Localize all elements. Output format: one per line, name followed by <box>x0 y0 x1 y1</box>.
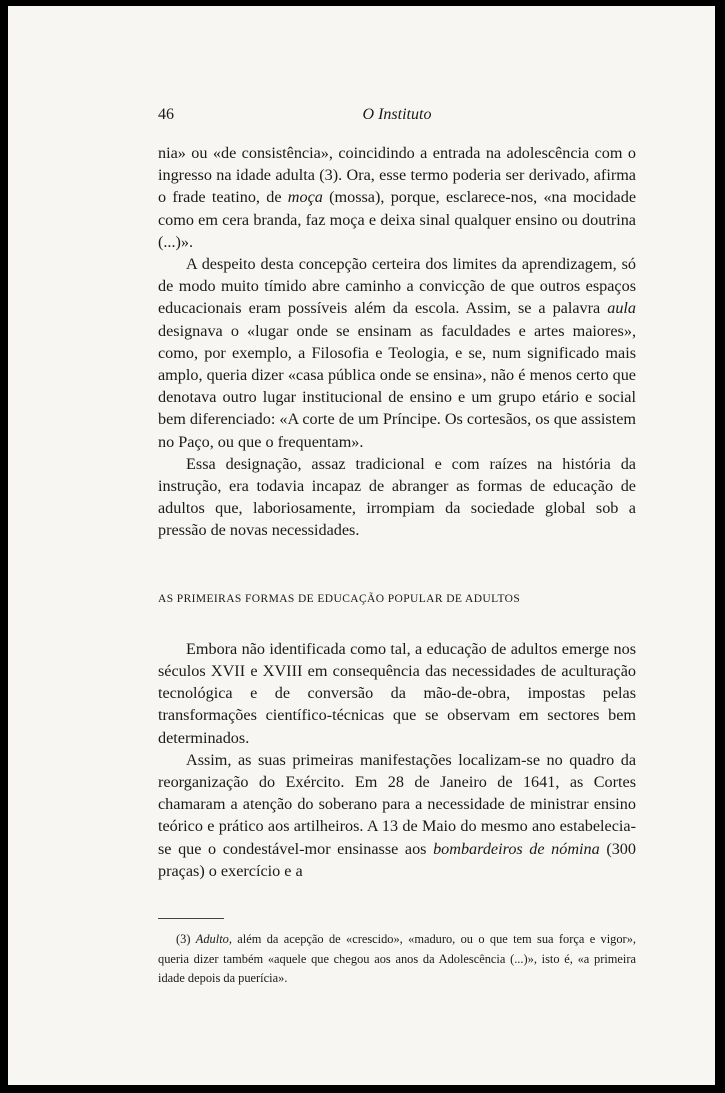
running-title: O Instituto <box>362 106 432 123</box>
footnote-term: Adulto, <box>195 932 232 946</box>
footnote-marker: (3) <box>176 932 191 946</box>
page-number: 46 <box>158 106 174 123</box>
paragraph: Assim, as suas primeiras manifestações localizam-se no quadro da reorganização do Exército. Em 28 de Janeiro de 1641, as Cortes chamaram a atenção do soberano para a necessidade de ministrar ensino teórico e prático aos artilheiros. A 13 de Maio do mesmo ano estabelecia-se que o condestável-mor ensinasse aos bombardeiros de nómina (300 praças) o exercício e a <box>158 750 636 880</box>
footnote <box>158 930 636 989</box>
paragraph: Embora não identificada como tal, a educação de adultos emerge nos séculos XVII e XVIII em consequência das necessidades de aculturação tecnológica e de conversão da mão-de-obra, impostas pelas transformações científico-técnicas que se observam em sectores bem determinados. <box>158 639 636 747</box>
paragraph: Essa designação, assaz tradicional e com raízes na história da instrução, era todavia incapaz de abranger as formas de educação de adultos que, laboriosamente, irrompiam da sociedade global sob a pressão de novas necessidades. <box>158 454 636 540</box>
book-page <box>8 6 715 1085</box>
body-text <box>158 142 636 882</box>
paragraph: A despeito desta concepção certeira dos limites da aprendizagem, só de modo muito tímido abre caminho a convicção de que outros espaços educacionais eram possíveis além da escola. Assim, se a palavra aula designava o «lugar onde se ensinam as faculdades e artes maiores», como, por exemplo, a Filosofia e Teologia, e se, num significado mais amplo, queria dizer «casa pública onde se ensina», não é menos certo que denotava outro lugar institucional de ensino e um grupo etário e social bem diferenciado: «A corte de um Príncipe. Os cortesãos, os que assistem no Paço, ou que o frequentam». <box>158 255 636 451</box>
footnote-text: além da acepção de «crescido», «maduro, ou o que tem sua força e vigor», queria dizer também «aquele que chegou aos anos da Adolescência (...)», isto é, «a primeira idade depois da puerícia». <box>158 932 636 985</box>
footnote-divider <box>158 918 224 919</box>
section-heading: AS PRIMEIRAS FORMAS DE EDUCAÇÃO POPULAR DE ADULTOS <box>158 592 521 605</box>
page-header <box>158 106 636 126</box>
paragraph: nia» ou «de consistência», coincidindo a entrada na adolescência com o ingresso na idade adulta (3). Ora, esse termo poderia ser derivado, afirma o frade teatino, de moça (mossa), porque, esclarece-nos, «na mocidade como em cera branda, faz moça e deixa sinal qualquer ensino ou doutrina (...)». <box>158 144 637 251</box>
